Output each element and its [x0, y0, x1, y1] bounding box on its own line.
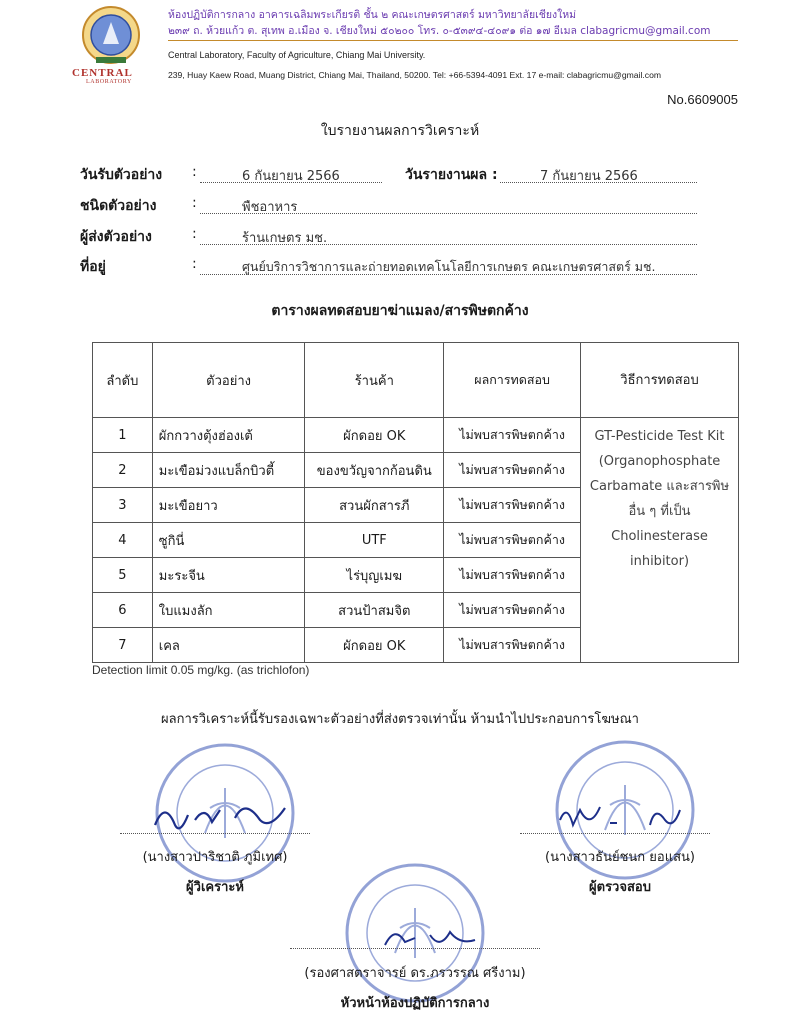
sample-type-label: ชนิดตัวอย่าง: [80, 198, 157, 214]
head-signature: [375, 920, 485, 960]
cell-result: ไม่พบสารพิษตกค้าง: [444, 523, 581, 558]
cell-sample: มะเขือม่วงแบล็กบิวตี้: [152, 453, 305, 488]
cell-result: ไม่พบสารพิษตกค้าง: [444, 558, 581, 593]
table-caption: ตารางผลทดสอบยาฆ่าแมลง/สารพิษตกค้าง: [271, 303, 529, 319]
address-label: ที่อยู่: [80, 259, 106, 275]
header-shop: ร้านค้า: [305, 343, 444, 418]
header-divider: [168, 40, 738, 41]
cell-no: 1: [93, 418, 153, 453]
colon: :: [192, 256, 197, 272]
header-english-line-1: Central Laboratory, Faculty of Agriculture, Chiang Mai University.: [168, 50, 426, 60]
method-line: GT-Pesticide Test Kit: [594, 429, 725, 444]
received-date-label: วันรับตัวอย่าง: [80, 167, 163, 183]
cell-result: ไม่พบสารพิษตกค้าง: [444, 628, 581, 663]
cell-shop: UTF: [305, 523, 444, 558]
header-no: ลำดับ: [93, 343, 153, 418]
sender-label: ผู้ส่งตัวอย่าง: [80, 229, 152, 245]
report-title: ใบรายงานผลการวิเคราะห์: [320, 123, 480, 139]
sample-type-value: พืชอาหาร: [242, 200, 298, 215]
method-line: inhibitor): [629, 554, 690, 569]
detection-limit-note: Detection limit 0.05 mg/kg. (as trichlofon): [92, 663, 310, 677]
analyst-role: ผู้วิเคราะห์: [186, 880, 244, 895]
cell-no: 6: [93, 593, 153, 628]
report-date-label: วันรายงานผล :: [405, 167, 498, 183]
cell-sample: มะเขือยาว: [152, 488, 305, 523]
cell-result: ไม่พบสารพิษตกค้าง: [444, 593, 581, 628]
header-thai-line-1: ห้องปฏิบัติการกลาง อาคารเฉลิมพระเกียรติ ชั้น ๒ คณะเกษตรศาสตร์ มหาวิทยาลัยเชียงใหม่: [168, 9, 577, 21]
signature-line: [120, 833, 310, 834]
cell-shop: สวนป้าสมจิต: [305, 593, 444, 628]
cell-sample: มะระจีน: [152, 558, 305, 593]
cell-result: ไม่พบสารพิษตกค้าง: [444, 488, 581, 523]
cell-method: [581, 418, 739, 663]
inspector-role: ผู้ตรวจสอบ: [589, 880, 651, 895]
cell-shop: ผักดอย OK: [305, 418, 444, 453]
header-sample: ตัวอย่าง: [152, 343, 305, 418]
cell-no: 2: [93, 453, 153, 488]
table-row: [93, 418, 739, 453]
cell-shop: ผักดอย OK: [305, 628, 444, 663]
colon: :: [192, 195, 197, 211]
inspector-name: (นางสาวธันย์ชนก ยอแสน): [545, 850, 695, 865]
method-line: Carbamate และสารพิษ: [589, 479, 730, 494]
cell-no: 7: [93, 628, 153, 663]
analyst-name: (นางสาวปาริชาติ ภูมิเทศ): [142, 850, 288, 865]
method-line: อื่น ๆ ที่เป็น: [628, 504, 691, 519]
head-name: (รองศาสตราจารย์ ดร.ภรวรรณ ศรีงาม): [304, 966, 526, 981]
colon: :: [192, 164, 197, 180]
report-date-value: 7 กันยายน 2566: [540, 169, 638, 184]
cell-sample: ผักกวางตุ้งฮ่องเต้: [152, 418, 305, 453]
cell-shop: ของขวัญจากก้อนดิน: [305, 453, 444, 488]
sender-value: ร้านเกษตร มช.: [242, 231, 328, 246]
address-value: ศูนย์บริการวิชาการและถ่ายทอดเทคโนโลยีการเกษตร คณะเกษตรศาสตร์ มช.: [242, 259, 656, 274]
cell-shop: สวนผักสารภี: [305, 488, 444, 523]
method-line: Cholinesterase: [611, 529, 708, 544]
received-date-value: 6 กันยายน 2566: [242, 169, 340, 184]
signature-line: [520, 833, 710, 834]
method-line: (Organophosphate: [598, 454, 721, 469]
cell-result: ไม่พบสารพิษตกค้าง: [444, 453, 581, 488]
results-table: [92, 342, 739, 663]
cell-shop: ไร่บุญเมฆ: [305, 558, 444, 593]
header-result: ผลการทดสอบ: [444, 343, 581, 418]
head-role: หัวหน้าห้องปฏิบัติการกลาง: [340, 996, 490, 1011]
cell-sample: เคล: [152, 628, 305, 663]
cell-sample: ใบแมงลัก: [152, 593, 305, 628]
header-method: วิธีการทดสอบ: [581, 343, 739, 418]
table-header-row: [93, 343, 739, 418]
cell-no: 3: [93, 488, 153, 523]
header-thai-line-2: ๒๓๙ ถ. ห้วยแก้ว ต. สุเทพ อ.เมือง จ. เชียงใหม่ ๕๐๒๐๐ โทร. ๐-๕๓๙๔-๔๐๙๑ ต่อ ๑๗ อีเมล clabagricmu@gmail.com: [168, 25, 711, 37]
cell-result: ไม่พบสารพิษตกค้าง: [444, 418, 581, 453]
logo-laboratory-text: LABORATORY: [86, 79, 132, 85]
cell-no: 5: [93, 558, 153, 593]
logo-central-text: CENTRAL: [72, 67, 133, 79]
cell-sample: ซูกินี่: [152, 523, 305, 558]
disclaimer-text: ผลการวิเคราะห์นี้รับรองเฉพาะตัวอย่างที่ส่งตรวจเท่านั้น ห้ามนำไปประกอบการโฆษณา: [161, 712, 639, 727]
cell-no: 4: [93, 523, 153, 558]
header-english-line-2: 239, Huay Kaew Road, Muang District, Chiang Mai, Thailand, 50200. Tel: +66-5394-4091 Ext. 17 e-mail: clabagricmu@gmail.com: [168, 70, 662, 80]
signature-line: [290, 948, 540, 949]
document-number: No.6609005: [667, 92, 738, 107]
colon: :: [192, 226, 197, 242]
